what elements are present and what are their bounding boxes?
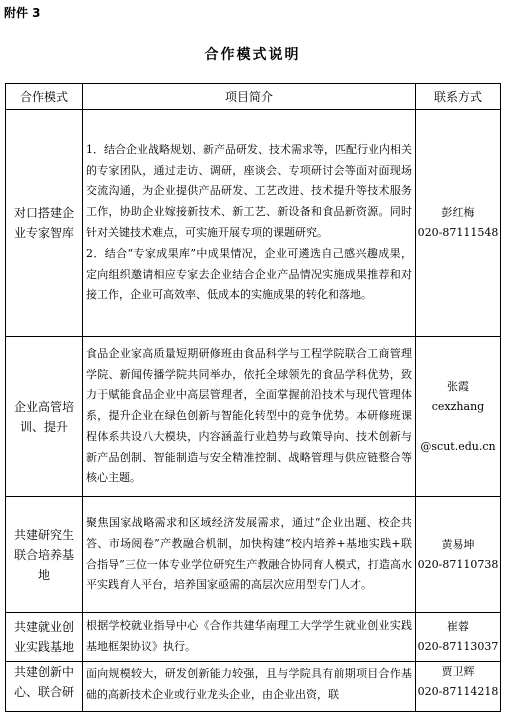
description-paragraph: 食品企业家高质量短期研修班由食品科学与工程学院联合工商管理学院、新闻传播学院共同举办，依托全球领先的食品学科优势，致力于赋能食品企业中高层管理者，全面掌握前沿技术与现代管理体系，提升企业在绿色创新与智能化转型中的竞争优势。本研修班课程体系共设八大模块，内容涵盖行业趋势与政策导向、技术创新与新产品创制、智能制造与安全精准控制、战略管理与供应链整合等核心主题。 xyxy=(86,346,412,485)
description-paragraph: 2．结合“专家成果库”中成果情况，企业可遴选自己感兴趣成果，定向组织邀请相应专家去企业结合企业产品情况实施成果推荐和对接工作，企业可高效率、低成本的实施成果的转化和落地。 xyxy=(86,246,412,302)
table-header-row xyxy=(6,84,501,110)
row-contact xyxy=(416,337,501,497)
description-paragraph: 聚焦国家战略需求和区域经济发展需求，通过“企业出题、校企共答、市场阅卷”产教融合机制，加快构建“校内培养+基地实践+联合指导”三位一体专业学位研究生产教融合协同育人模式，打造高水平实践育人平台，培养国家亟需的高层次应用型专门人才。 xyxy=(86,515,412,592)
contact-phone: 020-87113037 xyxy=(417,640,499,653)
description-paragraph: 根据学校就业指导中心《合作共建华南理工大学学生就业创业实践基地框架协议》执行。 xyxy=(86,619,412,653)
table-row xyxy=(6,497,501,613)
table-row xyxy=(6,110,501,337)
contact-phone: cexzhang xyxy=(431,399,485,413)
contact-email: @scut.edu.cn xyxy=(420,439,496,453)
row-mode: 企业高管培训、提升 xyxy=(6,337,83,497)
table-row xyxy=(6,662,501,712)
contact-name: 贾卫辉 xyxy=(441,665,475,678)
contact-phone: 020-87110738 xyxy=(417,557,499,571)
contact-phone: 020-87111548 xyxy=(417,226,499,239)
table-row xyxy=(6,613,501,662)
row-description xyxy=(83,613,416,662)
row-contact xyxy=(416,497,501,613)
description-paragraph: 1．结合企业战略规划、新产品研发、技术需求等，匹配行业内相关的专家团队，通过走访、调研，座谈会、专项研讨会等面对面现场交流沟通，为企业提供产品研发、工艺改进、技术提升等技术服务工作，协助企业嫁接新技术、新工艺、新设备和食品新资源。同时针对关键技术难点，可实施开展专项的课题研究。 xyxy=(86,142,412,239)
row-description xyxy=(83,337,416,497)
row-mode: 共建创新中心、联合研 xyxy=(6,662,83,712)
header-contact: 联系方式 xyxy=(416,84,501,110)
row-mode: 共建研究生联合培养基地 xyxy=(6,497,83,613)
annex-label: 附件 3 xyxy=(4,6,41,20)
row-description xyxy=(83,662,416,712)
row-contact xyxy=(416,613,501,662)
contact-name: 彭红梅 xyxy=(441,206,475,219)
header-description: 项目简介 xyxy=(83,84,416,110)
row-mode: 共建就业创业实践基地 xyxy=(6,613,83,662)
header-mode: 合作模式 xyxy=(6,84,83,110)
row-mode: 对口搭建企业专家智库 xyxy=(6,110,83,337)
document-title: 合作模式说明 xyxy=(204,47,301,63)
row-contact xyxy=(416,110,501,337)
row-contact xyxy=(416,662,501,712)
contact-phone: 020-87114218 xyxy=(417,685,499,698)
cooperation-table xyxy=(5,83,501,712)
contact-name: 黄易坤 xyxy=(441,537,475,551)
row-description xyxy=(83,497,416,613)
contact-name: 张霞 xyxy=(447,379,469,393)
row-description xyxy=(83,110,416,337)
contact-name: 崔蓉 xyxy=(447,620,469,633)
table-row xyxy=(6,337,501,497)
description-paragraph: 面向规模较大，研发创新能力较强，且与学院具有前期项目合作基础的高新技术企业或行业龙头企业，由企业出资，联 xyxy=(86,667,412,701)
